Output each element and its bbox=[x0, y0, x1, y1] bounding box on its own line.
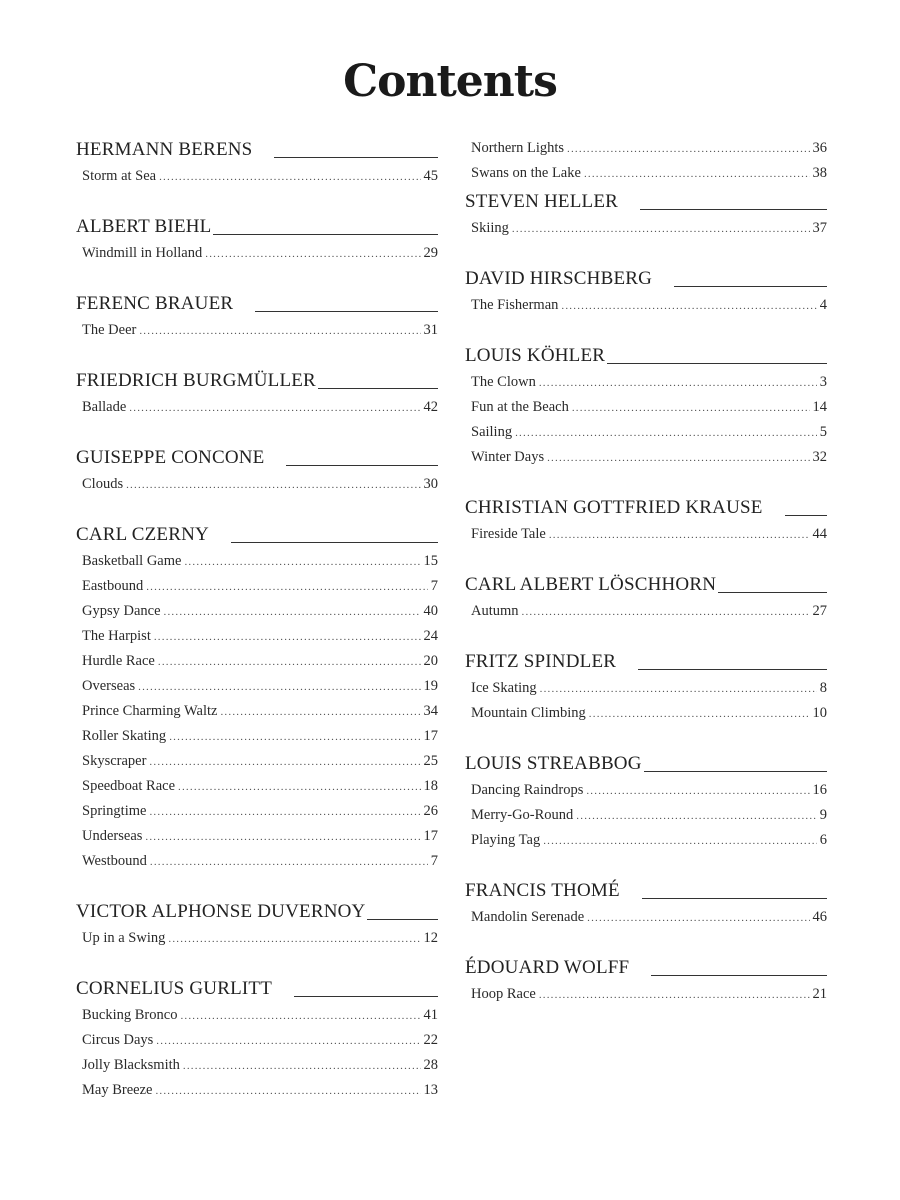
continued-section bbox=[465, 136, 827, 186]
composer-name: ALBERT BIEHL bbox=[76, 216, 212, 237]
piece-title: Swans on the Lake bbox=[471, 165, 581, 181]
toc-entry bbox=[76, 674, 438, 699]
toc-entry bbox=[465, 828, 827, 853]
toc-entry bbox=[76, 1078, 438, 1103]
piece-title: Windmill in Holland bbox=[82, 245, 203, 261]
composer-name: FRANCIS THOMÉ bbox=[465, 880, 620, 901]
toc-entry bbox=[465, 803, 827, 828]
toc-entry bbox=[465, 905, 827, 930]
dot-leader bbox=[549, 523, 810, 548]
composer-name: FRIEDRICH BURGMÜLLER bbox=[76, 370, 316, 391]
dot-leader bbox=[146, 575, 428, 600]
piece-title: The Deer bbox=[82, 322, 137, 338]
page-number: 40 bbox=[423, 603, 438, 619]
page-number: 7 bbox=[430, 853, 438, 869]
composer-section bbox=[465, 573, 827, 624]
dot-leader bbox=[543, 829, 817, 854]
composer-heading bbox=[465, 573, 827, 597]
composer-section bbox=[76, 369, 438, 420]
composer-section bbox=[465, 879, 827, 930]
composer-heading bbox=[465, 752, 827, 776]
composer-heading bbox=[76, 292, 438, 316]
piece-title: Storm at Sea bbox=[82, 168, 157, 184]
heading-rule bbox=[640, 209, 827, 210]
page-number: 14 bbox=[812, 399, 827, 415]
dot-leader bbox=[540, 677, 817, 702]
piece-title: Autumn bbox=[471, 603, 519, 619]
toc-entry bbox=[465, 445, 827, 470]
heading-rule bbox=[674, 286, 827, 287]
page-number: 7 bbox=[430, 578, 438, 594]
composer-name: DAVID HIRSCHBERG bbox=[465, 268, 653, 289]
toc-entry bbox=[465, 161, 827, 186]
page-number: 19 bbox=[423, 678, 438, 694]
page-number: 38 bbox=[812, 165, 827, 181]
composer-name: CARL ALBERT LÖSCHHORN bbox=[465, 574, 717, 595]
heading-rule bbox=[294, 996, 438, 997]
page-number: 45 bbox=[423, 168, 438, 184]
dot-leader bbox=[164, 600, 421, 625]
dot-leader bbox=[586, 779, 809, 804]
dot-leader bbox=[156, 1029, 420, 1054]
composer-heading bbox=[465, 496, 827, 520]
piece-title: Dancing Raindrops bbox=[471, 782, 584, 798]
piece-title: Skiing bbox=[471, 220, 509, 236]
dot-leader bbox=[547, 446, 809, 471]
piece-title: Ballade bbox=[82, 399, 127, 415]
heading-rule bbox=[213, 234, 438, 235]
toc-entry bbox=[76, 749, 438, 774]
page-number: 42 bbox=[423, 399, 438, 415]
composer-name: CARL CZERNY bbox=[76, 524, 209, 545]
toc-entry bbox=[76, 724, 438, 749]
piece-title: Mandolin Serenade bbox=[471, 909, 585, 925]
dot-leader bbox=[572, 396, 810, 421]
toc-entry bbox=[76, 1028, 438, 1053]
dot-leader bbox=[584, 162, 810, 187]
heading-rule bbox=[231, 542, 438, 543]
toc-entry bbox=[465, 420, 827, 445]
toc-entry bbox=[76, 649, 438, 674]
dot-leader bbox=[178, 775, 420, 800]
dot-leader bbox=[126, 473, 420, 498]
contents-right-column bbox=[465, 136, 827, 1007]
dot-leader bbox=[522, 600, 810, 625]
page-number: 16 bbox=[812, 782, 827, 798]
composer-section bbox=[76, 977, 438, 1103]
page-number: 31 bbox=[423, 322, 438, 338]
dot-leader bbox=[183, 1054, 421, 1079]
piece-title: Sailing bbox=[471, 424, 513, 440]
composer-section bbox=[465, 496, 827, 547]
heading-rule bbox=[274, 157, 438, 158]
dot-leader bbox=[150, 850, 428, 875]
page-number: 17 bbox=[423, 728, 438, 744]
dot-leader bbox=[149, 750, 420, 775]
dot-leader bbox=[139, 319, 420, 344]
dot-leader bbox=[154, 625, 421, 650]
page-number: 44 bbox=[812, 526, 827, 542]
dot-leader bbox=[159, 165, 420, 190]
heading-rule bbox=[286, 465, 438, 466]
page-number: 25 bbox=[423, 753, 438, 769]
dot-leader bbox=[145, 825, 420, 850]
composer-section bbox=[76, 523, 438, 874]
composer-section bbox=[465, 752, 827, 853]
piece-title: Hoop Race bbox=[471, 986, 536, 1002]
composer-heading bbox=[465, 267, 827, 291]
piece-title: Roller Skating bbox=[82, 728, 167, 744]
toc-entry bbox=[76, 926, 438, 951]
piece-title: Fun at the Beach bbox=[471, 399, 569, 415]
toc-entry bbox=[76, 1003, 438, 1028]
piece-title: Mountain Climbing bbox=[471, 705, 586, 721]
toc-entry bbox=[465, 778, 827, 803]
dot-leader bbox=[138, 675, 420, 700]
composer-heading bbox=[76, 900, 438, 924]
page-number: 21 bbox=[812, 986, 827, 1002]
piece-title: Speedboat Race bbox=[82, 778, 176, 794]
dot-leader bbox=[539, 983, 810, 1008]
piece-title: The Harpist bbox=[82, 628, 151, 644]
toc-entry bbox=[465, 370, 827, 395]
piece-title: Bucking Bronco bbox=[82, 1007, 178, 1023]
toc-entry bbox=[76, 799, 438, 824]
dot-leader bbox=[567, 137, 809, 162]
composer-section bbox=[76, 900, 438, 951]
composer-name: GUISEPPE CONCONE bbox=[76, 447, 265, 468]
composer-name: FRITZ SPINDLER bbox=[465, 651, 617, 672]
piece-title: Clouds bbox=[82, 476, 124, 492]
heading-rule bbox=[638, 669, 827, 670]
composer-heading bbox=[76, 138, 438, 162]
dot-leader bbox=[184, 550, 420, 575]
piece-title: Basketball Game bbox=[82, 553, 182, 569]
piece-title: Circus Days bbox=[82, 1032, 154, 1048]
toc-entry bbox=[76, 699, 438, 724]
page-number: 5 bbox=[819, 424, 827, 440]
toc-entry bbox=[76, 549, 438, 574]
page-number: 32 bbox=[812, 449, 827, 465]
toc-entry bbox=[465, 982, 827, 1007]
toc-entry bbox=[76, 824, 438, 849]
toc-entry bbox=[76, 774, 438, 799]
page-number: 26 bbox=[423, 803, 438, 819]
page-number: 30 bbox=[423, 476, 438, 492]
page-number: 10 bbox=[812, 705, 827, 721]
page-number: 9 bbox=[819, 807, 827, 823]
toc-entry bbox=[76, 241, 438, 266]
toc-entry bbox=[465, 216, 827, 241]
composer-section bbox=[465, 190, 827, 241]
toc-entry bbox=[76, 318, 438, 343]
composer-name: LOUIS STREABBOG bbox=[465, 753, 642, 774]
composer-name: LOUIS KÖHLER bbox=[465, 345, 606, 366]
page-number: 41 bbox=[423, 1007, 438, 1023]
composer-name: CORNELIUS GURLITT bbox=[76, 978, 273, 999]
dot-leader bbox=[587, 906, 809, 931]
composer-heading bbox=[465, 879, 827, 903]
dot-leader bbox=[168, 927, 420, 952]
heading-rule bbox=[644, 771, 827, 772]
heading-rule bbox=[785, 515, 827, 516]
composer-section bbox=[76, 446, 438, 497]
composer-section bbox=[76, 138, 438, 189]
heading-rule bbox=[651, 975, 827, 976]
page-number: 15 bbox=[423, 553, 438, 569]
dot-leader bbox=[515, 421, 817, 446]
composer-heading bbox=[465, 344, 827, 368]
page-number: 36 bbox=[812, 140, 827, 156]
heading-rule bbox=[367, 919, 438, 920]
toc-entry bbox=[465, 136, 827, 161]
composer-section bbox=[465, 267, 827, 318]
page-number: 8 bbox=[819, 680, 827, 696]
page-number: 46 bbox=[812, 909, 827, 925]
piece-title: Overseas bbox=[82, 678, 136, 694]
composer-section bbox=[76, 292, 438, 343]
composer-name: HERMANN BERENS bbox=[76, 139, 253, 160]
heading-rule bbox=[642, 898, 827, 899]
heading-rule bbox=[255, 311, 438, 312]
piece-title: Westbound bbox=[82, 853, 147, 869]
page-number: 13 bbox=[423, 1082, 438, 1098]
page-number: 37 bbox=[812, 220, 827, 236]
toc-entry bbox=[465, 293, 827, 318]
contents-left-column bbox=[76, 138, 438, 1103]
piece-title: Merry-Go-Round bbox=[471, 807, 574, 823]
toc-entry bbox=[465, 522, 827, 547]
page-number: 29 bbox=[423, 245, 438, 261]
page-number: 34 bbox=[423, 703, 438, 719]
toc-entry bbox=[76, 849, 438, 874]
page-number: 22 bbox=[423, 1032, 438, 1048]
composer-heading bbox=[76, 977, 438, 1001]
dot-leader bbox=[589, 702, 810, 727]
piece-title: Playing Tag bbox=[471, 832, 541, 848]
composer-section bbox=[76, 215, 438, 266]
composer-name: ÉDOUARD WOLFF bbox=[465, 957, 630, 978]
piece-title: May Breeze bbox=[82, 1082, 153, 1098]
piece-title: Eastbound bbox=[82, 578, 144, 594]
toc-entry bbox=[465, 599, 827, 624]
heading-rule bbox=[318, 388, 438, 389]
piece-title: Fireside Tale bbox=[471, 526, 546, 542]
piece-title: Up in a Swing bbox=[82, 930, 166, 946]
dot-leader bbox=[512, 217, 810, 242]
toc-entry bbox=[76, 472, 438, 497]
piece-title: Hurdle Race bbox=[82, 653, 155, 669]
toc-entry bbox=[465, 395, 827, 420]
composer-heading bbox=[76, 523, 438, 547]
dot-leader bbox=[220, 700, 420, 725]
toc-entry bbox=[76, 624, 438, 649]
dot-leader bbox=[155, 1079, 420, 1104]
dot-leader bbox=[576, 804, 816, 829]
composer-heading bbox=[465, 650, 827, 674]
page-number: 18 bbox=[423, 778, 438, 794]
page-number: 28 bbox=[423, 1057, 438, 1073]
piece-title: Prince Charming Waltz bbox=[82, 703, 218, 719]
composer-name: STEVEN HELLER bbox=[465, 191, 618, 212]
composer-heading bbox=[76, 369, 438, 393]
toc-entry bbox=[76, 574, 438, 599]
toc-entry bbox=[76, 599, 438, 624]
page-number: 24 bbox=[423, 628, 438, 644]
page-number: 4 bbox=[819, 297, 827, 313]
piece-title: Northern Lights bbox=[471, 140, 565, 156]
toc-entry bbox=[76, 164, 438, 189]
composer-section bbox=[465, 650, 827, 726]
piece-title: Winter Days bbox=[471, 449, 545, 465]
dot-leader bbox=[158, 650, 421, 675]
dot-leader bbox=[129, 396, 420, 421]
toc-entry bbox=[465, 676, 827, 701]
piece-title: Springtime bbox=[82, 803, 147, 819]
dot-leader bbox=[539, 371, 817, 396]
heading-rule bbox=[718, 592, 827, 593]
dot-leader bbox=[561, 294, 816, 319]
toc-entry bbox=[76, 395, 438, 420]
composer-heading bbox=[76, 215, 438, 239]
page-number: 20 bbox=[423, 653, 438, 669]
piece-title: Skyscraper bbox=[82, 753, 147, 769]
piece-title: Jolly Blacksmith bbox=[82, 1057, 180, 1073]
dot-leader bbox=[205, 242, 420, 267]
toc-entry bbox=[465, 701, 827, 726]
page-number: 3 bbox=[819, 374, 827, 390]
composer-name: CHRISTIAN GOTTFRIED KRAUSE bbox=[465, 497, 763, 518]
composer-heading bbox=[76, 446, 438, 470]
piece-title: Underseas bbox=[82, 828, 143, 844]
dot-leader bbox=[149, 800, 420, 825]
heading-rule bbox=[607, 363, 827, 364]
page-number: 17 bbox=[423, 828, 438, 844]
page-number: 27 bbox=[812, 603, 827, 619]
composer-heading bbox=[465, 190, 827, 214]
page-number: 12 bbox=[423, 930, 438, 946]
composer-section bbox=[465, 344, 827, 470]
page-number: 6 bbox=[819, 832, 827, 848]
dot-leader bbox=[180, 1004, 420, 1029]
dot-leader bbox=[169, 725, 420, 750]
composer-name: VICTOR ALPHONSE DUVERNOY bbox=[76, 901, 366, 922]
piece-title: Ice Skating bbox=[471, 680, 537, 696]
composer-name: FERENC BRAUER bbox=[76, 293, 234, 314]
composer-heading bbox=[465, 956, 827, 980]
piece-title: Gypsy Dance bbox=[82, 603, 161, 619]
piece-title: The Clown bbox=[471, 374, 536, 390]
page-title: Contents bbox=[343, 56, 557, 107]
composer-section bbox=[465, 956, 827, 1007]
toc-entry bbox=[76, 1053, 438, 1078]
piece-title: The Fisherman bbox=[471, 297, 559, 313]
